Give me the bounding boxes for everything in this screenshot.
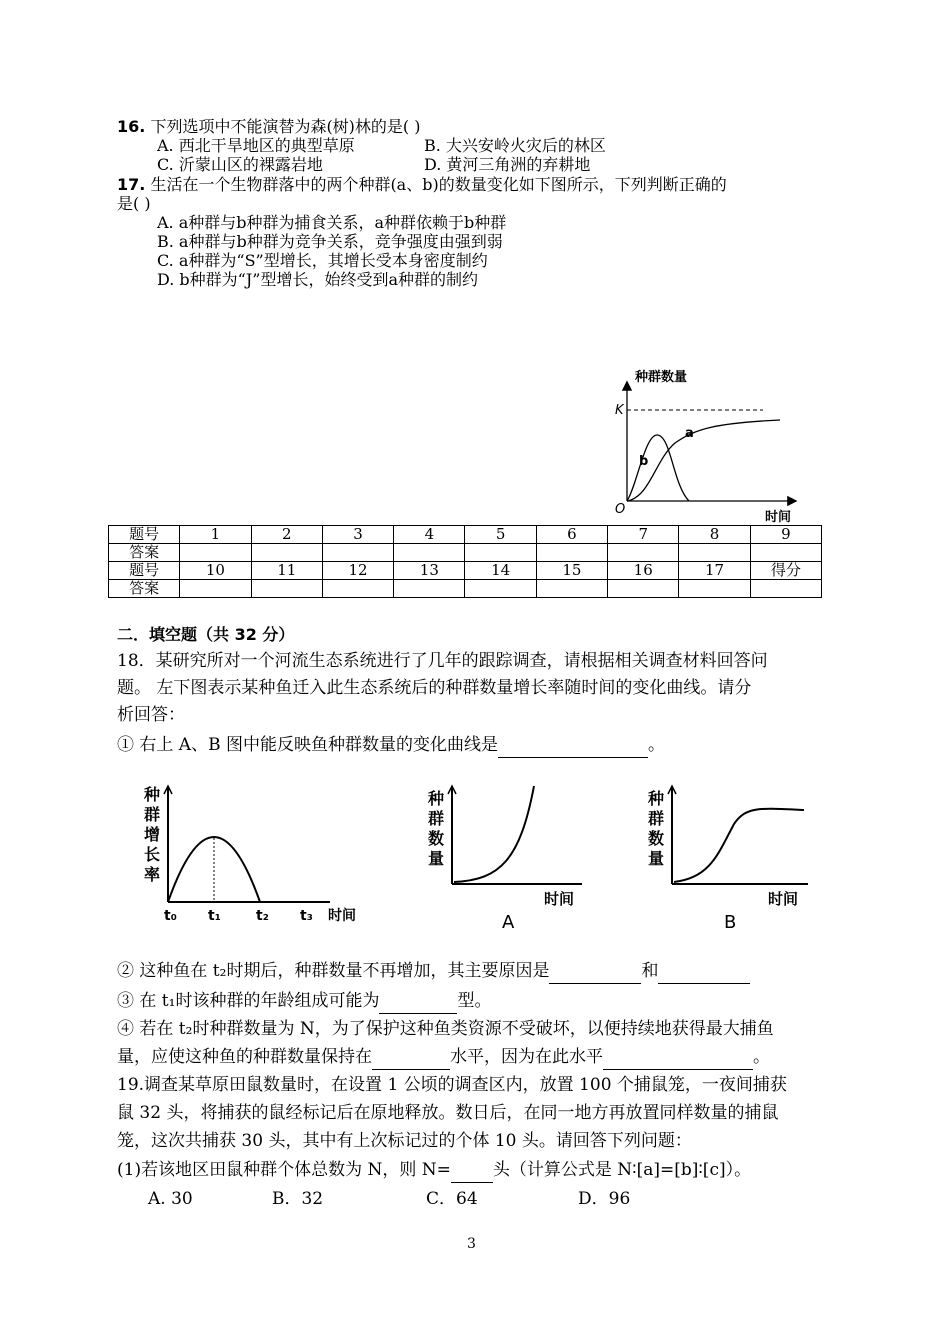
q17-number: 17. (117, 175, 146, 194)
q18-sub1 (117, 732, 665, 758)
q18-sub1-end: 。 (647, 735, 665, 755)
q16-option-b: B. 大兴安岭火灾后的林区 (424, 136, 606, 155)
question-number-cell: 12 (322, 562, 393, 580)
graph-a-xlabel: 时间 (544, 890, 575, 908)
curve-b (627, 435, 689, 501)
q18-sub1-text: ① 右上 A、B 图中能反映鱼种群数量的变化曲线是 (117, 735, 498, 755)
answer-cell[interactable] (679, 544, 750, 562)
q16-text: 下列选项中不能演替为森(树)林的是( ) (150, 117, 421, 136)
answer-cell[interactable] (394, 544, 465, 562)
graph-a-ylabel-3: 数 (428, 829, 445, 848)
growth-ylabel-2: 群 (144, 805, 161, 824)
table-header-cell: 题号 (109, 562, 180, 580)
q17-option-b: B. a种群与b种群为竞争关系，竞争强度由强到弱 (157, 232, 503, 251)
answer-cell[interactable] (251, 580, 322, 598)
question-number-cell: 9 (750, 526, 821, 544)
table-row (109, 562, 822, 580)
question-number-cell: 6 (536, 526, 607, 544)
tick-t2: t₂ (256, 908, 269, 924)
j-curve (454, 786, 534, 882)
answer-cell[interactable] (180, 580, 251, 598)
table-row (109, 544, 822, 562)
answer-cell[interactable] (180, 544, 251, 562)
growth-ylabel-1: 种 (144, 785, 161, 804)
answer-cell[interactable] (750, 544, 821, 562)
q19-option-d: D．96 (578, 1189, 631, 1209)
q19-sub1 (117, 1157, 751, 1183)
q19-option-a: A. 30 (148, 1189, 193, 1209)
q17-option-a: A. a种群与b种群为捕食关系，a种群依赖于b种群 (157, 213, 507, 232)
graph-b (640, 780, 820, 940)
q17-text: 生活在一个生物群落中的两个种群(a、b)的数量变化如下图所示，下列判断正确的 (150, 175, 727, 194)
question-number-cell: 4 (394, 526, 465, 544)
q18-sub4-line1: ④ 若在 t₂时种群数量为 N，为了保护这种鱼类资源不受破坏，以便持续地获得最大捕鱼 (117, 1019, 774, 1039)
graph-b-ylabel-2: 群 (648, 809, 665, 828)
answer-cell[interactable] (465, 580, 536, 598)
graph-a (420, 780, 590, 940)
tick-t0: t₀ (164, 908, 177, 924)
section-title: 二．填空题（共 32 分） (117, 625, 295, 644)
answer-cell[interactable] (536, 544, 607, 562)
answer-cell[interactable] (608, 544, 679, 562)
growth-ylabel-4: 长 (144, 845, 161, 864)
q18-sub2-blank-1[interactable] (549, 965, 641, 984)
graph-a-ylabel-4: 量 (428, 849, 445, 868)
growth-ylabel-5: 率 (144, 865, 161, 884)
q16-option-a: A. 西北干旱地区的典型草原 (157, 136, 355, 155)
q17-option-d: D. b种群为“J”型增长，始终受到a种群的制约 (157, 270, 478, 289)
q19-option-b: B．32 (272, 1189, 324, 1209)
q18-sub4-text-b: 水平，因为在此水平 (450, 1047, 603, 1067)
q18-intro-line3: 析回答： (117, 705, 185, 725)
q17-stem-line1 (117, 175, 727, 194)
answer-cell[interactable] (679, 580, 750, 598)
answer-cell[interactable] (394, 580, 465, 598)
score-header-cell: 得分 (750, 562, 821, 580)
q19-intro-line1: 19.调查某草原田鼠数量时，在设置 1 公顷的调查区内，放置 100 个捕鼠笼，一夜间捕获 (117, 1075, 787, 1095)
graph-a-label: A (502, 912, 515, 933)
answer-table (108, 525, 822, 598)
question-number-cell: 16 (608, 562, 679, 580)
q17-option-c: C. a种群为“S”型增长，其增长受本身密度制约 (157, 251, 488, 270)
answer-cell[interactable] (251, 544, 322, 562)
score-cell[interactable] (750, 580, 821, 598)
graph-a-ylabel-2: 群 (428, 809, 445, 828)
q17-graph-origin: O (615, 502, 626, 517)
tick-t1: t₁ (208, 908, 221, 924)
tick-t3: t₃ (300, 908, 313, 924)
graph-b-xlabel: 时间 (768, 890, 799, 908)
table-row (109, 580, 822, 598)
s-curve (674, 809, 804, 882)
page-number: 3 (467, 1236, 476, 1252)
q18-sub4-text-a: 量，应使这种鱼的种群数量保持在 (117, 1047, 372, 1067)
q18-sub4-blank-1[interactable] (372, 1051, 450, 1070)
graph-b-ylabel-4: 量 (648, 849, 665, 868)
q19-intro-line3: 笼，这次共捕获 30 头，其中有上次标记过的个体 10 头。请回答下列问题： (117, 1131, 692, 1151)
q16-stem (117, 117, 421, 136)
q19-sub1-text-a: (1)若该地区田鼠种群个体总数为 N，则 N= (117, 1160, 451, 1180)
q17-graph-xlabel: 时间 (765, 510, 792, 525)
q18-sub2-and: 和 (641, 961, 659, 981)
q18-sub2 (117, 958, 750, 984)
question-number-cell: 15 (536, 562, 607, 580)
q17-graph-k: K (615, 403, 624, 418)
q18-sub3-end: 型。 (457, 991, 492, 1011)
table-row (109, 526, 822, 544)
q17-stem-line2: 是( ) (117, 194, 151, 213)
q18-intro-line1: 18．某研究所对一个河流生态系统进行了几年的跟踪调查，请根据相关调查材料回答问 (117, 651, 768, 671)
q17-graph-ylabel: 种群数量 (635, 370, 688, 385)
q18-sub4-line2 (117, 1044, 770, 1070)
growth-xlabel: 时间 (328, 908, 356, 924)
graph-a-ylabel-1: 种 (428, 789, 445, 808)
q17-graph-label-b: b (639, 454, 649, 469)
table-header-cell: 题号 (109, 526, 180, 544)
q18-sub4-end: 。 (753, 1047, 770, 1067)
question-number-cell: 14 (465, 562, 536, 580)
growth-rate-graph (140, 780, 380, 930)
curve-a (627, 420, 780, 501)
growth-ylabel-3: 增 (144, 825, 161, 844)
answer-cell[interactable] (322, 544, 393, 562)
q18-sub2-text: ② 这种鱼在 t₂时期后，种群数量不再增加，其主要原因是 (117, 961, 550, 981)
question-number-cell: 13 (394, 562, 465, 580)
q18-sub2-blank-2[interactable] (658, 965, 750, 984)
answer-cell[interactable] (608, 580, 679, 598)
q16-option-d: D. 黄河三角洲的弃耕地 (424, 155, 591, 174)
question-number-cell: 8 (679, 526, 750, 544)
graph-b-ylabel-1: 种 (648, 789, 665, 808)
q18-sub3-text: ③ 在 t₁时该种群的年龄组成可能为 (117, 991, 380, 1011)
table-header-cell: 答案 (109, 544, 180, 562)
q16-option-c: C. 沂蒙山区的裸露岩地 (157, 155, 323, 174)
q17-population-graph (605, 365, 805, 525)
question-number-cell: 2 (251, 526, 322, 544)
q18-sub3-blank[interactable] (379, 995, 457, 1014)
question-number-cell: 11 (251, 562, 322, 580)
q18-sub3 (117, 988, 491, 1014)
question-number-cell: 3 (322, 526, 393, 544)
answer-cell[interactable] (465, 544, 536, 562)
q19-sub1-blank[interactable] (451, 1164, 493, 1183)
q17-graph-label-a: a (685, 426, 694, 441)
question-number-cell: 7 (608, 526, 679, 544)
q18-sub4-blank-2[interactable] (603, 1051, 753, 1070)
graph-b-label: B (724, 912, 737, 933)
table-header-cell: 答案 (109, 580, 180, 598)
graph-b-ylabel-3: 数 (648, 829, 665, 848)
q18-sub1-blank[interactable] (498, 739, 648, 758)
q16-number: 16. (117, 117, 146, 136)
answer-cell[interactable] (536, 580, 607, 598)
q19-intro-line2: 鼠 32 头，将捕获的鼠经标记后在原地释放。数日后，在同一地方再放置同样数量的捕鼠 (117, 1103, 779, 1123)
answer-cell[interactable] (322, 580, 393, 598)
question-number-cell: 5 (465, 526, 536, 544)
q19-sub1-text-b: 头（计算公式是 N∶[a]=[b]∶[c]）。 (492, 1160, 752, 1180)
question-number-cell: 10 (180, 562, 251, 580)
question-number-cell: 17 (679, 562, 750, 580)
question-number-cell: 1 (180, 526, 251, 544)
q18-intro-line2: 题。 左下图表示某种鱼迁入此生态系统后的种群数量增长率随时间的变化曲线。请分 (117, 678, 752, 698)
q19-option-c: C．64 (426, 1189, 478, 1209)
